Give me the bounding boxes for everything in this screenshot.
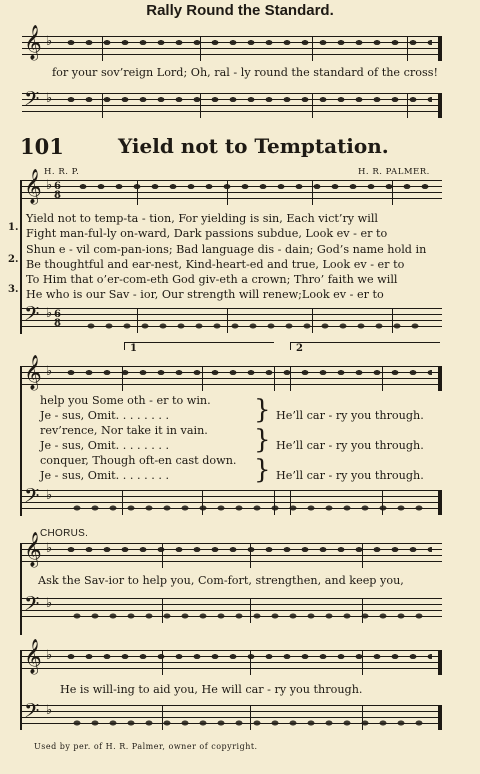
verse-line: Yield not to temp-ta - tion, For yielding is sin, Each vict’ry will xyxy=(26,212,378,225)
first-ending-bracket xyxy=(124,342,274,343)
treble-clef-icon: 𝄞 xyxy=(24,639,42,674)
bass-staff xyxy=(22,592,442,622)
verse-line: rev’rence, Nor take it in vain. xyxy=(40,424,208,437)
notes xyxy=(82,320,428,332)
flat-icon: ♭ xyxy=(46,306,53,321)
composer-name: H. R. PALMER. xyxy=(358,167,430,177)
brace: } xyxy=(254,395,271,425)
hymn-title: Yield not to Temptation. xyxy=(118,134,389,158)
bass-staff xyxy=(22,302,442,332)
treble-clef-icon: 𝄞 xyxy=(24,25,42,60)
flat-icon: ♭ xyxy=(46,178,53,193)
refrain-line: He’ll car - ry you through. xyxy=(276,469,424,482)
hymn-number: 101 xyxy=(20,134,64,159)
flat-icon: ♭ xyxy=(46,488,53,503)
flat-icon: ♭ xyxy=(46,703,53,718)
bass-clef-icon: 𝄢 xyxy=(24,484,40,512)
refrain-line: He’ll car - ry you through. xyxy=(276,409,424,422)
bass-clef-icon: 𝄢 xyxy=(24,699,40,727)
verse-line: He who is our Sav - ior, Our strength will renew;Look ev - er to xyxy=(26,288,384,301)
bass-staff xyxy=(22,484,442,514)
bass-clef-icon: 𝄢 xyxy=(24,592,40,620)
verse-number: 2. xyxy=(8,254,19,265)
time-signature: 6 8 xyxy=(54,309,61,329)
verse-number: 1. xyxy=(8,222,19,233)
copyright-footer: Used by per. of H. R. Palmer, owner of copyright. xyxy=(34,742,258,751)
second-ending-bracket xyxy=(290,342,440,343)
bass-clef-icon: 𝄢 xyxy=(24,87,40,115)
second-ending-bracket xyxy=(290,342,291,350)
bass-staff xyxy=(22,699,442,729)
top-hymn-lyric: for your sov’reign Lord; Oh, ral - ly round the standard of the cross! xyxy=(52,66,438,79)
brace: } xyxy=(254,455,271,485)
verse-line: Je - sus, Omit. . . . . . . . xyxy=(40,469,169,482)
composer-initials: H. R. P. xyxy=(44,167,80,177)
bass-clef-icon: 𝄢 xyxy=(24,302,40,330)
flat-icon: ♭ xyxy=(46,34,53,49)
first-ending-label: 1 xyxy=(130,343,137,354)
treble-staff xyxy=(22,355,442,390)
flat-icon: ♭ xyxy=(46,91,53,106)
flat-icon: ♭ xyxy=(46,364,53,379)
verse-line: Je - sus, Omit. . . . . . . . xyxy=(40,439,169,452)
first-ending-bracket xyxy=(124,342,125,350)
second-ending-label: 2 xyxy=(296,343,303,354)
notes xyxy=(68,717,428,729)
verse-line: Shun e - vil com-pan-ions; Bad language dis - dain; God’s name hold in xyxy=(26,243,427,256)
flat-icon: ♭ xyxy=(46,596,53,611)
treble-staff xyxy=(22,639,442,674)
refrain-line: He’ll car - ry you through. xyxy=(276,439,424,452)
chorus-lyric: He is will-ing to aid you, He will car - ry you through. xyxy=(60,683,363,696)
top-hymn-title: Rally Round the Standard. xyxy=(146,2,334,19)
verse-line: Je - sus, Omit. . . . . . . . xyxy=(40,409,169,422)
verse-line: Be thoughtful and ear-nest, Kind-heart-ed and true, Look ev - er to xyxy=(26,258,405,271)
chorus-lyric: Ask the Sav-ior to help you, Com-fort, strengthen, and keep you, xyxy=(38,574,404,587)
flat-icon: ♭ xyxy=(46,541,53,556)
bass-staff xyxy=(22,87,442,117)
verse-line: help you Some oth - er to win. xyxy=(40,394,211,407)
flat-icon: ♭ xyxy=(46,648,53,663)
notes xyxy=(62,543,432,568)
chorus-label: CHORUS. xyxy=(40,528,89,539)
verse-line: To Him that o’er-com-eth God giv-eth a crown; Thro’ faith we will xyxy=(26,273,398,286)
notes xyxy=(62,650,432,675)
treble-clef-icon: 𝄞 xyxy=(24,532,42,567)
verse-line: conquer, Though oft-en cast down. xyxy=(40,454,237,467)
treble-clef-icon: 𝄞 xyxy=(24,355,42,390)
verse-line: Fight man-ful-ly on-ward, Dark passions subdue, Look ev - er to xyxy=(26,227,388,240)
treble-staff xyxy=(22,25,442,60)
verse-number: 3. xyxy=(8,284,19,295)
notes xyxy=(62,366,432,391)
notes xyxy=(62,93,432,118)
treble-clef-icon: 𝄞 xyxy=(24,169,42,204)
notes xyxy=(62,36,432,61)
time-signature: 6 8 xyxy=(54,181,61,201)
brace: } xyxy=(254,425,271,455)
notes xyxy=(74,180,432,205)
notes xyxy=(68,610,428,622)
